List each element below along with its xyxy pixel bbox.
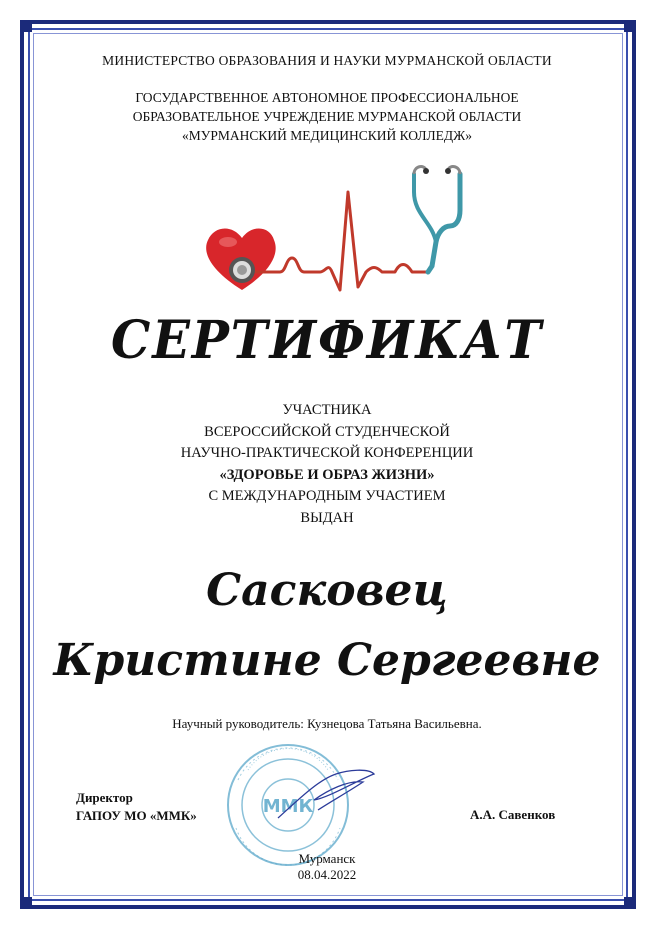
corner-ornament [20,20,32,32]
director-title: Директор [76,790,133,805]
corner-ornament [20,897,32,909]
certificate-description [0,400,654,529]
issue-place-date [0,851,654,883]
institution-line: «МУРМАНСКИЙ МЕДИЦИНСКИЙ КОЛЛЕДЖ» [182,128,472,143]
pulse-line-icon [255,192,428,290]
issue-date: 08.04.2022 [297,867,357,882]
description-line: НАУЧНО-ПРАКТИЧЕСКОЙ КОНФЕРЕНЦИИ [180,445,474,461]
conference-name: «ЗДОРОВЬЕ И ОБРАЗ ЖИЗНИ» [219,466,435,483]
issue-city: Мурманск [298,851,356,866]
description-line: ВСЕРОССИЙСКОЙ СТУДЕНЧЕСКОЙ [204,423,450,440]
director-organization: ГАПОУ МО «ММК» [76,808,197,823]
corner-ornament [624,897,636,909]
description-line: С МЕЖДУНАРОДНЫМ УЧАСТИЕМ [208,488,446,504]
director-block [76,789,197,825]
description-line: ВЫДАН [300,509,354,526]
corner-ornament [624,20,636,32]
institution-line: ОБРАЗОВАТЕЛЬНОЕ УЧРЕЖДЕНИЕ МУРМАНСКОЙ ОБЛАСТИ [132,109,522,124]
seal-center-text: ММК [262,796,314,817]
recipient-given-names: Кристине Сергеевне [53,635,601,686]
certificate-title: СЕРТИФИКАТ [110,310,544,371]
institution-line: ГОСУДАРСТВЕННОЕ АВТОНОМНОЕ ПРОФЕССИОНАЛЬНОЕ [135,90,519,105]
description-line: УЧАСТНИКА [282,402,372,418]
institution-name [0,88,654,145]
recipient-surname: Сасковец [206,565,448,616]
director-name: А.А. Савенков [470,807,556,822]
supervisor-line: Научный руководитель: Кузнецова Татьяна Васильевна. [172,716,482,731]
ministry-name: МИНИСТЕРСТВО ОБРАЗОВАНИЯ И НАУКИ МУРМАНСКОЙ ОБЛАСТИ [102,53,552,68]
heart-stethoscope-illustration [200,162,480,302]
